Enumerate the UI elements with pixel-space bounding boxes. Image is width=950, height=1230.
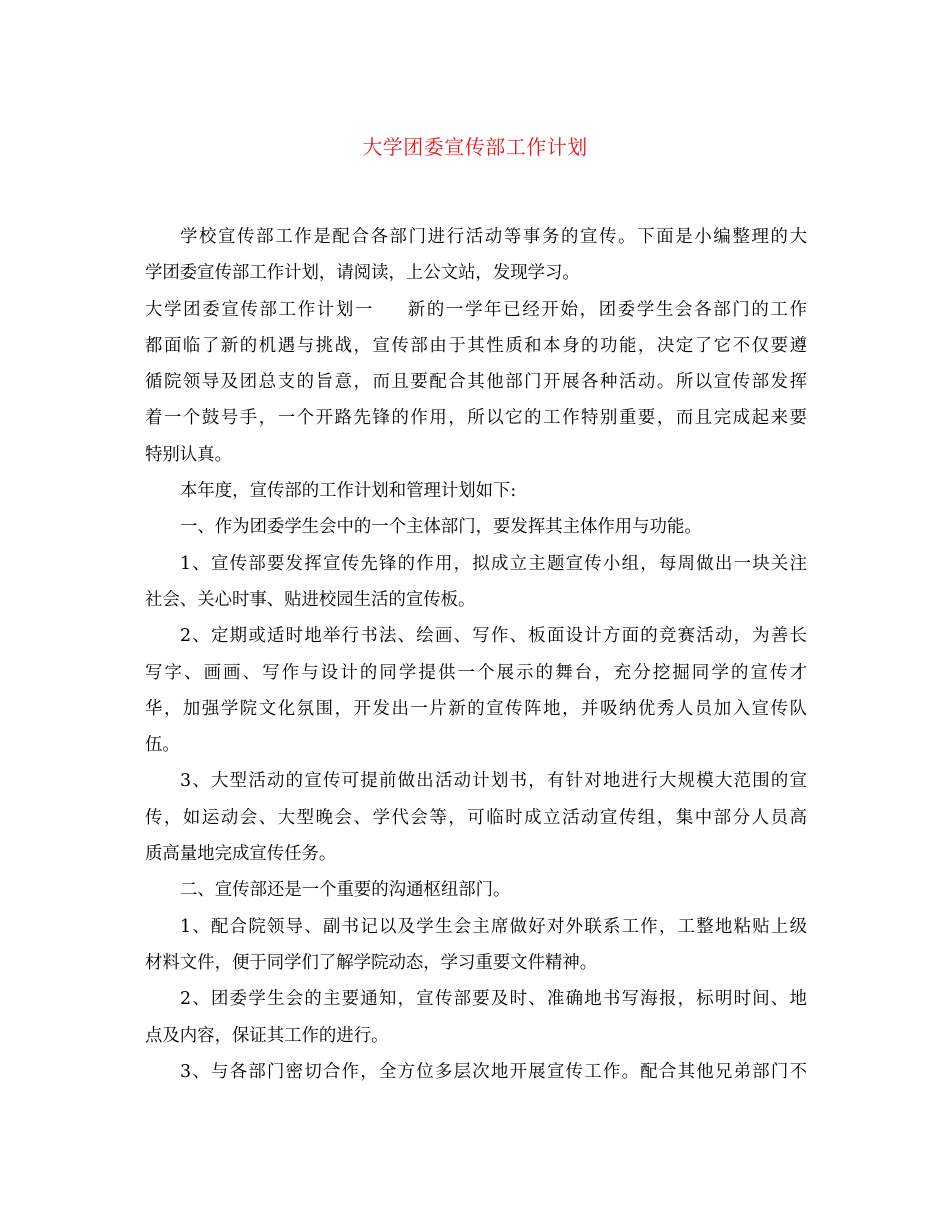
paragraph-line: 点及内容，保证其工作的进行。 xyxy=(145,1025,389,1046)
paragraph-line: 3、大型活动的宣传可提前做出活动计划书，有针对地进行大规模大范围的宣 xyxy=(180,771,807,792)
paragraph-line: 材料文件，便于同学们了解学院动态，学习重要文件精神。 xyxy=(145,952,598,973)
document-title: 大学团委宣传部工作计划 xyxy=(362,135,588,159)
paragraph-line: 2、定期或适时地举行书法、绘画、写作、板面设计方面的竞赛活动，为善长 xyxy=(180,626,807,647)
paragraph-line: 1、宣传部要发挥宣传先锋的作用，拟成立主题宣传小组，每周做出一块关注 xyxy=(180,553,807,574)
paragraph-text: 新的一学年已经开始，团委学生会各部门的工作 xyxy=(406,299,807,320)
paragraph-line: 3、与各部门密切合作，全方位多层次地开展宣传工作。配合其他兄弟部门不 xyxy=(180,1061,807,1082)
paragraph-line: 社会、关心时事、贴进校园生活的宣传板。 xyxy=(145,589,476,610)
paragraph-line: 学团委宣传部工作计划，请阅读，上公文站，发现学习。 xyxy=(145,263,580,284)
paragraph-line: 循院领导及团总支的旨意，而且要配合其他部门开展各种活动。所以宣传部发挥 xyxy=(145,372,807,393)
section-heading: 大学团委宣传部工作计划一 xyxy=(145,299,375,320)
paragraph-line: 一、作为团委学生会中的一个主体部门，要发挥其主体作用与功能。 xyxy=(180,517,702,538)
paragraph-line: 二、宣传部还是一个重要的沟通枢纽部门。 xyxy=(180,880,511,901)
paragraph-line: 质高量地完成宣传任务。 xyxy=(145,844,337,865)
paragraph-line: 都面临了新的机遇与挑战，宣传部由于其性质和本身的功能，决定了它不仅要遵 xyxy=(145,335,807,356)
paragraph-line: 伍。 xyxy=(145,735,180,756)
paragraph-line: 写字、画画、写作与设计的同学提供一个展示的舞台，充分挖掘同学的宣传才 xyxy=(145,662,807,683)
paragraph-line: 本年度，宣传部的工作计划和管理计划如下: xyxy=(180,481,517,502)
paragraph-line: 1、配合院领导、副书记以及学生会主席做好对外联系工作，工整地粘贴上级 xyxy=(180,916,807,937)
paragraph-line: 着一个鼓号手，一个开路先锋的作用，所以它的工作特别重要，而且完成起来要 xyxy=(145,408,807,429)
paragraph-line: 学校宣传部工作是配合各部门进行活动等事务的宣传。下面是小编整理的大 xyxy=(180,227,807,247)
paragraph-line: 华，加强学院文化氛围，开发出一片新的宣传阵地，并吸纳优秀人员加入宣传队 xyxy=(145,698,807,719)
paragraph-line: 特别认真。 xyxy=(145,444,232,465)
paragraph-line: 传，如运动会、大型晚会、学代会等，可临时成立活动宣传组，集中部分人员高 xyxy=(145,807,807,828)
paragraph-line: 2、团委学生会的主要通知，宣传部要及时、准确地书写海报，标明时间、地 xyxy=(180,989,807,1010)
document-body xyxy=(145,219,807,1090)
paragraph-line xyxy=(145,292,807,328)
